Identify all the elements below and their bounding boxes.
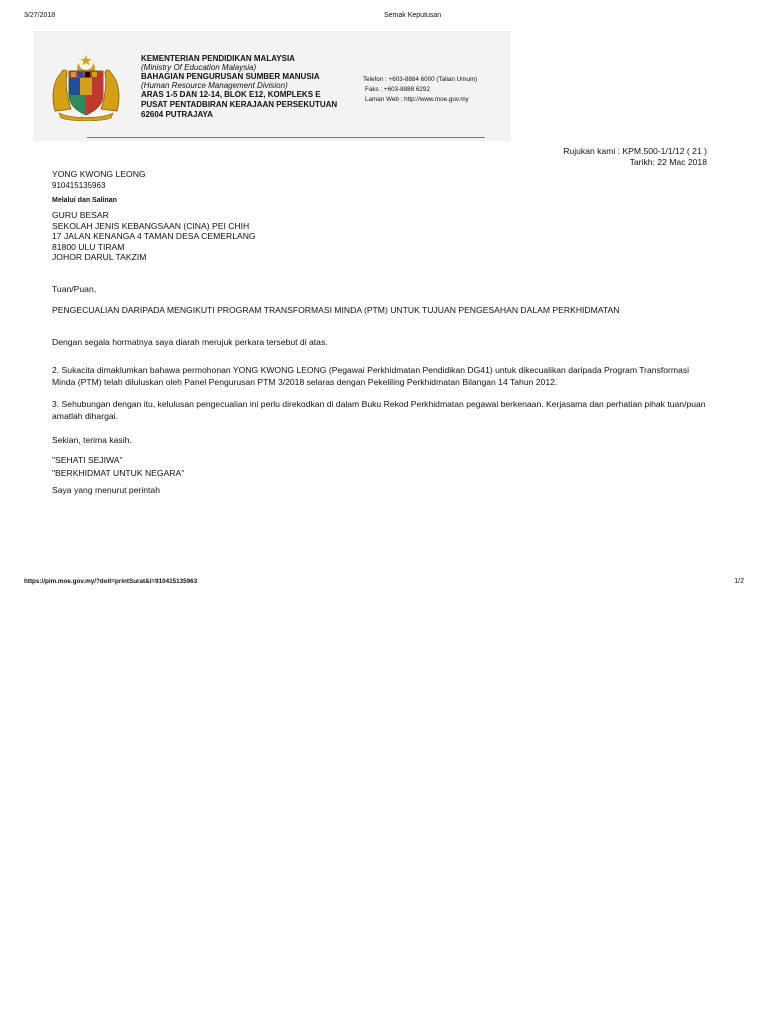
letterhead-website: Laman Web : http://www.moe.gov.my	[365, 96, 469, 103]
paragraph-2: 2. Sukacita dimaklumkan bahawa permohonan YONG KWONG LEONG (Pegawai Perkhidmatan Pendidikan DG41) untuk dikecualikan daripada Program Transformasi Minda (PTM) telah diluluskan oleh Panel Pengurusan PTM 3/2018 selaras dengan Pekeliling Perkhidmatan Bilangan 14 Tahun 2012.	[52, 365, 690, 387]
address-line: SEKOLAH JENIS KEBANGSAAN (CINA) PEI CHIH	[52, 220, 250, 231]
print-title: Semak Keputusan	[384, 12, 442, 19]
letterhead-telephone: Telefon : +603-8884 6000 (Talian Umum)	[363, 76, 478, 83]
page-number: 1/2	[734, 578, 744, 585]
motto-2: "BERKHIDMAT UNTUK NEGARA"	[52, 468, 185, 478]
letterhead-divider	[87, 137, 485, 138]
print-url: https://pim.moe.gov.my/?doit=printSurat&i=910415135963	[24, 578, 198, 585]
paragraph-1: Dengan segala hormatnya saya diarah merujuk perkara tersebut di atas.	[52, 337, 328, 347]
recipient-id: 910415135963	[52, 181, 106, 190]
address-line: 17 JALAN KENANGA 4 TAMAN DESA CEMERLANG	[52, 231, 256, 241]
letterhead-address-3: 62604 PUTRAJAYA	[141, 110, 213, 119]
recipient-address	[52, 210, 256, 263]
letterhead-division: BAHAGIAN PENGURUSAN SUMBER MANUSIA	[141, 72, 320, 81]
address-line: 81800 ULU TIRAM	[52, 241, 125, 252]
recipient-name: YONG KWONG LEONG	[52, 169, 146, 179]
motto-1: "SEHATI SEJIWA"	[52, 455, 123, 465]
paragraph-3: 3. Sehubungan dengan itu, kelulusan pengecualian ini perlu direkodkan di dalam Buku Rekod Perkhidmatan pegawai berkenaan. Kerjasama dan perhatian pihak tuan/puan amatlah dihargai.	[52, 399, 706, 421]
letterhead-division-en: (Human Resource Management Division)	[141, 81, 288, 90]
address-line: JOHOR DARUL TAKZIM	[52, 252, 147, 262]
sign-off: Saya yang menurut perintah	[52, 485, 160, 495]
letterhead-ministry-en: (Ministry Of Education Malaysia)	[141, 63, 257, 72]
via-label: Melalui dan Salinan	[52, 197, 117, 204]
letterhead-address-2: PUSAT PENTADBIRAN KERAJAAN PERSEKUTUAN	[141, 100, 338, 109]
reference-number: Rujukan kami : KPM.500-1/1/12 ( 21 )	[563, 146, 707, 156]
letter-subject: PENGECUALIAN DARIPADA MENGIKUTI PROGRAM TRANSFORMASI MINDA (PTM) UNTUK TUJUAN PENGESAHAN DALAM PERKHIDMATAN	[52, 305, 620, 315]
closing: Sekian, terima kasih.	[52, 435, 132, 445]
letterhead-address-1: ARAS 1-5 DAN 12-14, BLOK E12, KOMPLEKS E	[141, 90, 321, 99]
malaysia-coat-of-arms-icon	[49, 53, 123, 121]
letterhead	[33, 31, 511, 141]
salutation: Tuan/Puan,	[52, 284, 97, 294]
letterhead-fax: Faks : +603-8888 6292	[365, 86, 430, 93]
print-date: 3/27/2018	[24, 12, 56, 19]
letter-date: Tarikh: 22 Mac 2018	[629, 157, 707, 167]
letterhead-ministry: KEMENTERIAN PENDIDIKAN MALAYSIA	[141, 54, 295, 63]
address-line: GURU BESAR	[52, 210, 109, 220]
